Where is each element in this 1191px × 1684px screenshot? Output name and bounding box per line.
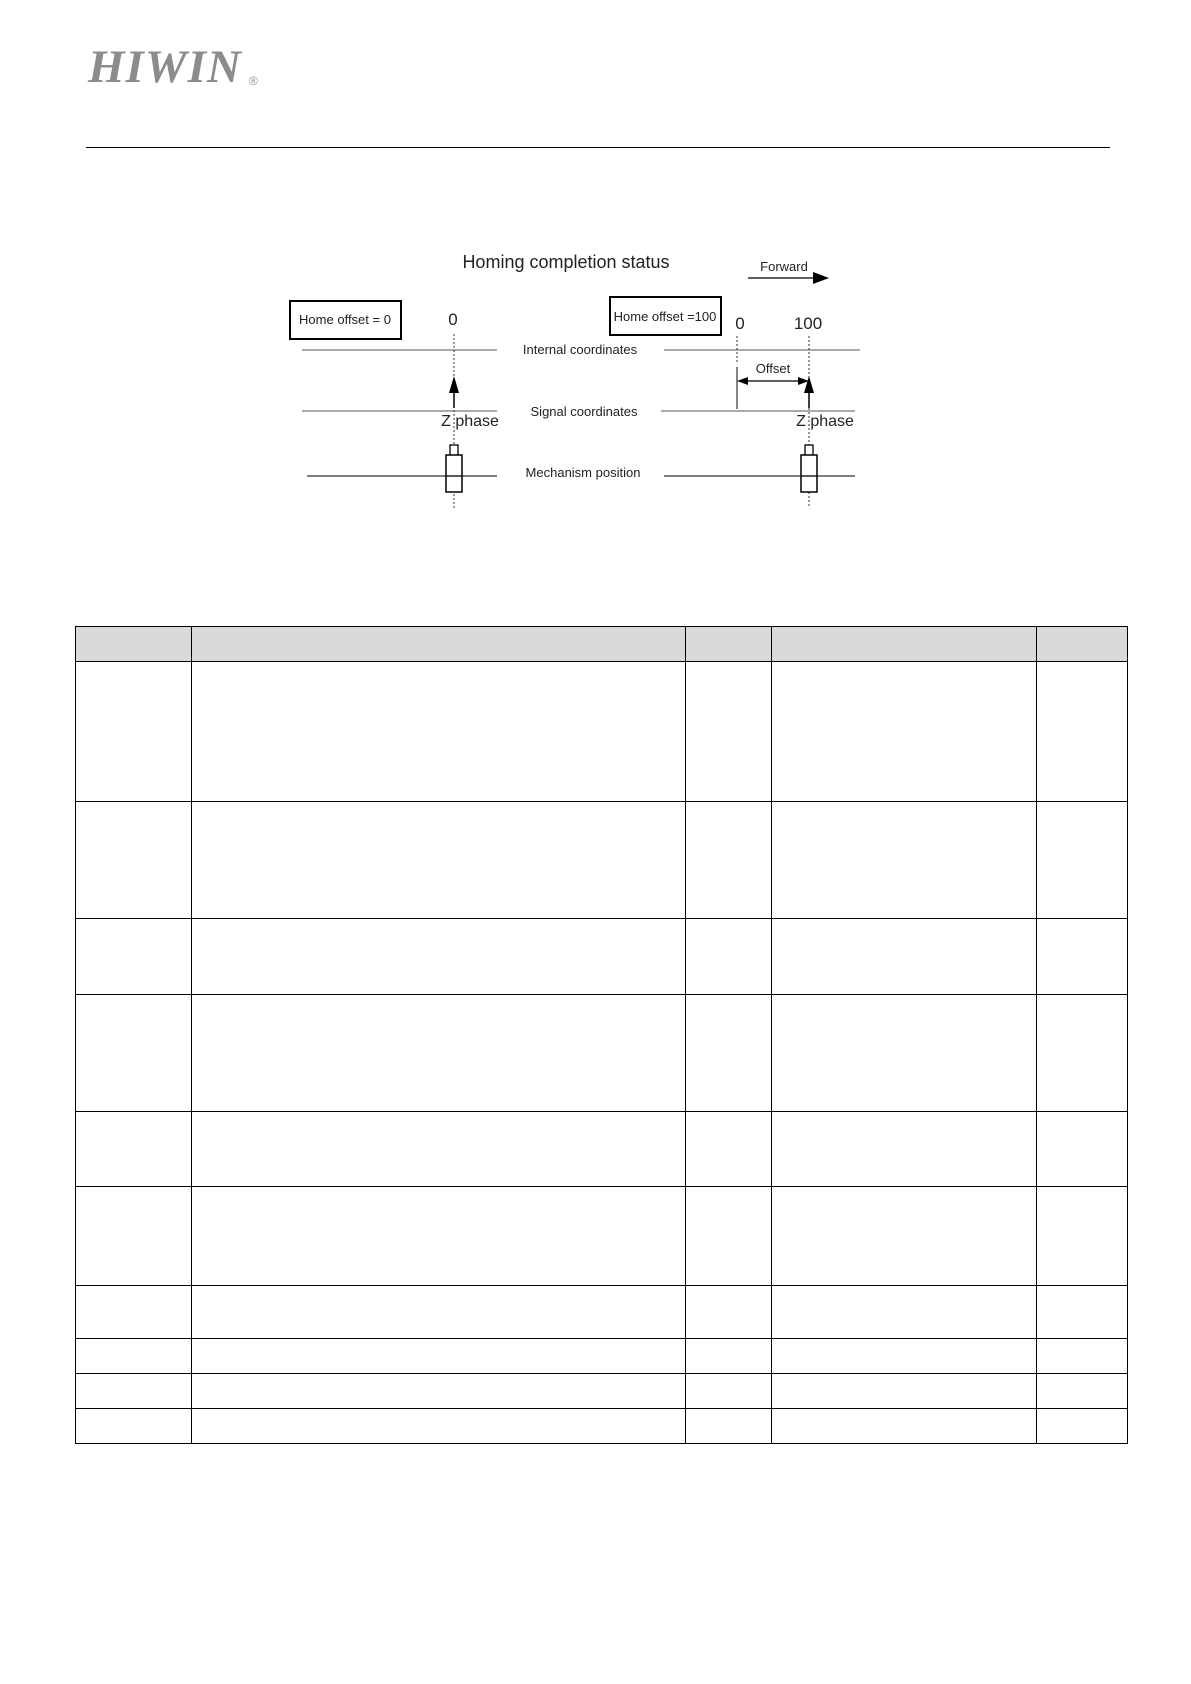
table-cell — [686, 802, 772, 919]
table-cell — [1037, 1339, 1128, 1374]
table-cell — [686, 1112, 772, 1187]
table-cell — [76, 1286, 192, 1339]
diagram-title: Homing completion status — [462, 252, 670, 272]
right-hundred-label: 100 — [793, 314, 823, 333]
table-cell — [192, 1339, 686, 1374]
forward-arrowhead — [813, 272, 829, 284]
table-cell — [772, 1409, 1037, 1444]
offset-label: Offset — [755, 361, 791, 376]
table-cell — [76, 1409, 192, 1444]
table-cell — [686, 662, 772, 802]
table-cell — [76, 995, 192, 1112]
table-cell — [192, 1409, 686, 1444]
table-cell — [1037, 1187, 1128, 1286]
forward-label: Forward — [760, 259, 808, 274]
table-cell — [76, 919, 192, 995]
left-zero-label: 0 — [448, 310, 458, 329]
table-row — [76, 1339, 1128, 1374]
table-cell — [772, 1339, 1037, 1374]
hiwin-logo: HIWIN — [88, 41, 242, 93]
offset-arrow-left — [737, 377, 748, 385]
table-cell — [772, 662, 1037, 802]
right-z-phase-label: Z phase — [796, 413, 854, 430]
header-cell — [772, 627, 1037, 662]
table-cell — [192, 1112, 686, 1187]
table-cell — [686, 919, 772, 995]
header-cell — [686, 627, 772, 662]
table-cell — [192, 995, 686, 1112]
left-z-phase-label: Z phase — [441, 413, 499, 430]
home-offset-zero-label: Home offset = 0 — [299, 312, 391, 327]
table-row — [76, 1187, 1128, 1286]
table-cell — [686, 1374, 772, 1409]
mechanism-position-label: Mechanism position — [525, 465, 641, 480]
table-cell — [686, 995, 772, 1112]
table-cell — [192, 919, 686, 995]
homing-diagram — [0, 0, 1191, 540]
table-cell — [192, 1286, 686, 1339]
left-z-arrow-head — [449, 376, 459, 393]
table-cell — [772, 1112, 1037, 1187]
table-row — [76, 662, 1128, 802]
table-cell — [76, 802, 192, 919]
table-cell — [76, 662, 192, 802]
internal-coordinates-label: Internal coordinates — [522, 342, 638, 357]
table-cell — [686, 1339, 772, 1374]
table-cell — [1037, 1112, 1128, 1187]
table-row — [76, 802, 1128, 919]
table-header-row — [76, 627, 1128, 662]
table-row — [76, 1374, 1128, 1409]
header-cell — [76, 627, 192, 662]
table-row — [76, 1409, 1128, 1444]
table-cell — [76, 1339, 192, 1374]
table-cell — [772, 1286, 1037, 1339]
header-cell — [1037, 627, 1128, 662]
table-cell — [192, 1374, 686, 1409]
table-row — [76, 919, 1128, 995]
table-cell — [772, 995, 1037, 1112]
parameter-table — [75, 626, 1128, 1444]
table-cell — [76, 1187, 192, 1286]
table-cell — [1037, 1374, 1128, 1409]
table-cell — [1037, 802, 1128, 919]
table-cell — [192, 662, 686, 802]
table-cell — [1037, 662, 1128, 802]
right-z-arrow-head — [804, 376, 814, 393]
table-cell — [686, 1187, 772, 1286]
table-cell — [76, 1112, 192, 1187]
table-cell — [686, 1286, 772, 1339]
table-cell — [1037, 1286, 1128, 1339]
registered-mark: ® — [249, 74, 258, 88]
table-cell — [686, 1409, 772, 1444]
table-cell — [772, 1187, 1037, 1286]
table-cell — [772, 919, 1037, 995]
right-sensor-body — [801, 455, 817, 492]
table-cell — [192, 802, 686, 919]
table-row — [76, 995, 1128, 1112]
table-row — [76, 1112, 1128, 1187]
table-cell — [772, 802, 1037, 919]
table-cell — [1037, 1409, 1128, 1444]
table-cell — [192, 1187, 686, 1286]
header-cell — [192, 627, 686, 662]
table-cell — [76, 1374, 192, 1409]
table-cell — [1037, 919, 1128, 995]
table-cell — [772, 1374, 1037, 1409]
right-zero-label: 0 — [735, 314, 745, 333]
home-offset-100-label: Home offset =100 — [613, 309, 717, 324]
left-sensor-body — [446, 455, 462, 492]
table-row — [76, 1286, 1128, 1339]
table-cell — [1037, 995, 1128, 1112]
signal-coordinates-label: Signal coordinates — [530, 404, 638, 419]
